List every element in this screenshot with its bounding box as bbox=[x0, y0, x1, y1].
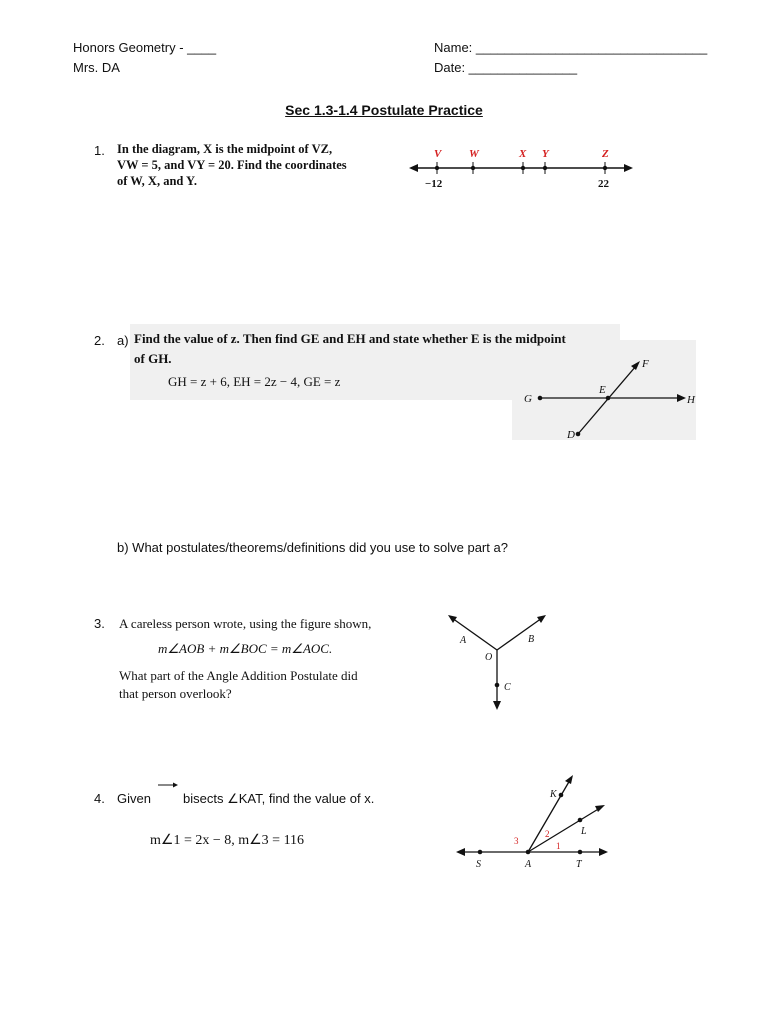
angle-aob-figure bbox=[440, 605, 555, 715]
q4-number: 4. bbox=[94, 791, 105, 806]
label-v: V bbox=[434, 148, 442, 160]
point-d bbox=[576, 432, 581, 437]
label-e: E bbox=[599, 384, 606, 396]
number-line-figure bbox=[405, 142, 635, 194]
angle-label-3: 3 bbox=[514, 836, 519, 846]
label-g: G bbox=[524, 393, 532, 405]
q2-part-b: b) What postulates/theorems/definitions did you use to solve part a? bbox=[117, 540, 508, 555]
arrow-right-icon bbox=[599, 848, 608, 856]
q3-line1: A careless person wrote, using the figure shown, bbox=[119, 616, 372, 631]
q2-number: 2. bbox=[94, 333, 105, 348]
arrow-left-icon bbox=[409, 164, 418, 172]
label-s: S bbox=[476, 859, 481, 870]
label-x: X bbox=[519, 148, 527, 160]
q1-text bbox=[117, 141, 392, 189]
point-l bbox=[578, 818, 583, 823]
q4-given: Given bbox=[117, 791, 151, 806]
q3-line2: What part of the Angle Addition Postulate did bbox=[119, 668, 358, 683]
label-h: H bbox=[687, 394, 695, 406]
arrow-up-icon bbox=[631, 361, 640, 370]
course-label: Honors Geometry - ____ bbox=[73, 40, 217, 55]
ray-oa bbox=[452, 618, 497, 650]
q4-equation: m∠1 = 2x − 8, m∠3 = 116 bbox=[150, 833, 305, 848]
q2-line2: of GH. bbox=[134, 351, 172, 366]
ray-al bbox=[528, 808, 600, 852]
q3-equation: m∠AOB + m∠BOC = m∠AOC. bbox=[158, 641, 333, 656]
label-b: B bbox=[528, 634, 535, 645]
arrow-right-icon bbox=[677, 394, 686, 402]
label-d: D bbox=[567, 429, 575, 441]
name-field[interactable]: Name: ________________________________ bbox=[434, 40, 708, 55]
date-field[interactable]: Date: _______________ bbox=[434, 60, 578, 75]
label-l: L bbox=[581, 826, 587, 837]
label-z: Z bbox=[602, 148, 609, 160]
point-g bbox=[538, 396, 543, 401]
label-a: A bbox=[460, 635, 467, 646]
ray-overline-icon bbox=[156, 781, 180, 789]
arrow-right-icon bbox=[624, 164, 633, 172]
arrow-k-icon bbox=[565, 775, 573, 784]
arrow-left-icon bbox=[456, 848, 465, 856]
label-f: F bbox=[642, 358, 649, 370]
value-right: 22 bbox=[598, 178, 609, 190]
angle-kat-figure bbox=[452, 770, 612, 875]
value-left: −12 bbox=[425, 178, 443, 190]
point-k bbox=[559, 793, 564, 798]
label-a: A bbox=[525, 859, 532, 870]
teacher-label: Mrs. DA bbox=[73, 60, 120, 75]
arrow-l-icon bbox=[595, 805, 605, 812]
ray-ak bbox=[528, 780, 570, 852]
arrow-a-icon bbox=[448, 615, 457, 623]
point-a bbox=[526, 850, 531, 855]
ray-ob bbox=[497, 618, 542, 650]
q3-text bbox=[119, 667, 419, 703]
q2-part-a-label: a) bbox=[117, 333, 129, 348]
q3-line3: that person overlook? bbox=[119, 686, 232, 701]
q3-number: 3. bbox=[94, 616, 105, 631]
page-title: Sec 1.3-1.4 Postulate Practice bbox=[285, 102, 483, 118]
label-k: K bbox=[550, 789, 557, 800]
point-t bbox=[578, 850, 583, 855]
point-c bbox=[495, 683, 500, 688]
point-e bbox=[606, 396, 611, 401]
q1-line1: In the diagram, X is the midpoint of VZ, bbox=[117, 142, 333, 156]
point-s bbox=[478, 850, 483, 855]
label-o: O bbox=[485, 652, 493, 663]
angle-label-2: 2 bbox=[545, 829, 550, 839]
label-y: Y bbox=[542, 148, 549, 160]
angle-label-1: 1 bbox=[556, 841, 561, 851]
q4-text: bisects ∠KAT, find the value of x. bbox=[183, 791, 375, 806]
q2-equation: GH = z + 6, EH = 2z − 4, GE = z bbox=[168, 374, 341, 389]
q1-line3: of W, X, and Y. bbox=[117, 174, 198, 188]
q1-line2: VW = 5, and VY = 20. Find the coordinates bbox=[117, 158, 347, 172]
label-w: W bbox=[469, 148, 479, 160]
label-c: C bbox=[504, 682, 511, 693]
arrow-b-icon bbox=[537, 615, 546, 623]
arrow-c-icon bbox=[493, 701, 501, 710]
label-t: T bbox=[576, 859, 582, 870]
q1-number: 1. bbox=[94, 143, 105, 158]
segment-gh-figure bbox=[512, 350, 702, 445]
q2-line1: Find the value of z. Then find GE and EH and state whether E is the midpoint bbox=[134, 331, 566, 346]
